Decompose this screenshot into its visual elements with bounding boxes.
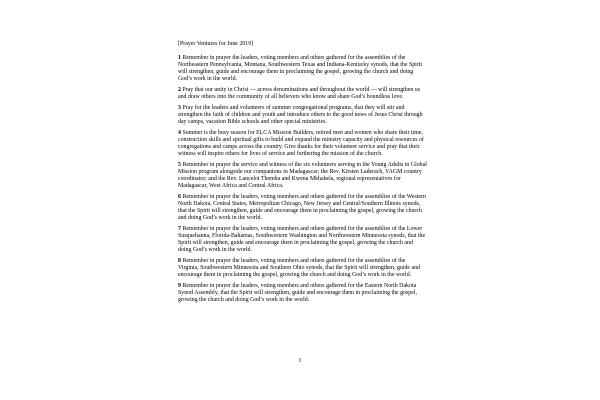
paragraph-text: Remember in prayer the leaders, voting members and others gathered for the Eastern North Dakota Synod Assembly, that the Spirit will strengthen, guide and encourage them in proclaiming the gospel, growing the church and doing God’s work in the world. xyxy=(178,283,417,303)
day-number: 1 xyxy=(178,55,181,61)
day-number: 3 xyxy=(178,105,181,111)
prayer-paragraph-9 xyxy=(178,283,427,304)
document-text-column xyxy=(178,41,427,308)
paragraph-text: Pray that our unity in Christ — across denominations and throughout the world — will strengthen us and draw others into the community of all believers who know and share God’s boundless love. xyxy=(178,87,421,100)
paragraph-text: Remember in prayer the service and witness of the six volunteers serving in the Young Adults in Global Mission program alongside our companions in Madagascar; the Rev. Kirsten Laderach, YAGM country coordinator; and the Rev. Lancelot Themba and Kwena Mkhabela, regional representatives for Madagascar, West Africa and Central Africa. xyxy=(178,162,427,189)
prayer-paragraph-5 xyxy=(178,162,427,190)
prayer-paragraph-1 xyxy=(178,55,427,83)
paragraph-text: Pray for the leaders and volunteers of summer congregational programs, that they will stir and strengthen the faith of children and youth and introduce others to the good news of Jesus Christ through day camps, vacation Bible schools and other special ministries. xyxy=(178,105,423,125)
prayer-paragraph-8 xyxy=(178,258,427,279)
day-number: 9 xyxy=(178,283,181,289)
day-number: 7 xyxy=(178,226,181,232)
document-title: [Prayer Ventures for June 2019] xyxy=(178,41,254,47)
day-number: 8 xyxy=(178,258,181,264)
prayer-paragraph-4 xyxy=(178,130,427,158)
prayer-paragraph-3 xyxy=(178,105,427,126)
prayer-paragraph-7 xyxy=(178,226,427,254)
page-number: 1 xyxy=(298,358,302,364)
prayer-paragraph-6 xyxy=(178,194,427,222)
paragraph-text: Remember in prayer the leaders, voting members and others gathered for the assemblies of the Virginia, Southwestern Minnesota and Southern Ohio synods, that the Spirit will strengthen, guide and encourage them in proclaiming the gospel, growing the church and doing God’s work in the world. xyxy=(178,258,421,278)
day-number: 2 xyxy=(178,87,181,93)
day-number: 4 xyxy=(178,130,181,136)
paragraph-text: Remember in prayer the leaders, voting members and others gathered for the assemblies of the Lower Susquehanna, Florida-Bahamas, Southwestern Washington and Northwestern Minnesota synods, that the Spirit will strengthen, guide and encourage them in proclaiming the gospel, growing the church and doing God’s work in the world. xyxy=(178,226,426,253)
day-number: 6 xyxy=(178,194,181,200)
paragraph-text: Summer is the busy season for ELCA Mission Builders, retired men and women who share their time, construction skills and spiritual gifts to build and expand the ministry capacity and physical resources of congregations and camps across the country. Give thanks for their volunteer service and pray that their witness will inspire others for lives of service and furthering the mission of the church. xyxy=(178,130,424,157)
prayer-paragraph-2 xyxy=(178,87,427,101)
day-number: 5 xyxy=(178,162,181,168)
paragraph-text: Remember in prayer the leaders, voting members and others gathered for the assemblies of the Western North Dakota, Central States, Metropolitan Chicago, New Jersey and Central/Southern Illinois synods, that the Spirit will strengthen, guide and encourage them in proclaiming the gospel, growing the church and doing God’s work in the world. xyxy=(178,194,426,221)
paragraph-text: Remember in prayer the leaders, voting members and others gathered for the assemblies of the Northeastern Pennsylvania, Montana, Southwestern Texas and Indiana-Kentucky synods, that the Spirit will strengthen, guide and encourage them in proclaiming the gospel, growing the church and doing God’s work in the world. xyxy=(178,55,423,82)
